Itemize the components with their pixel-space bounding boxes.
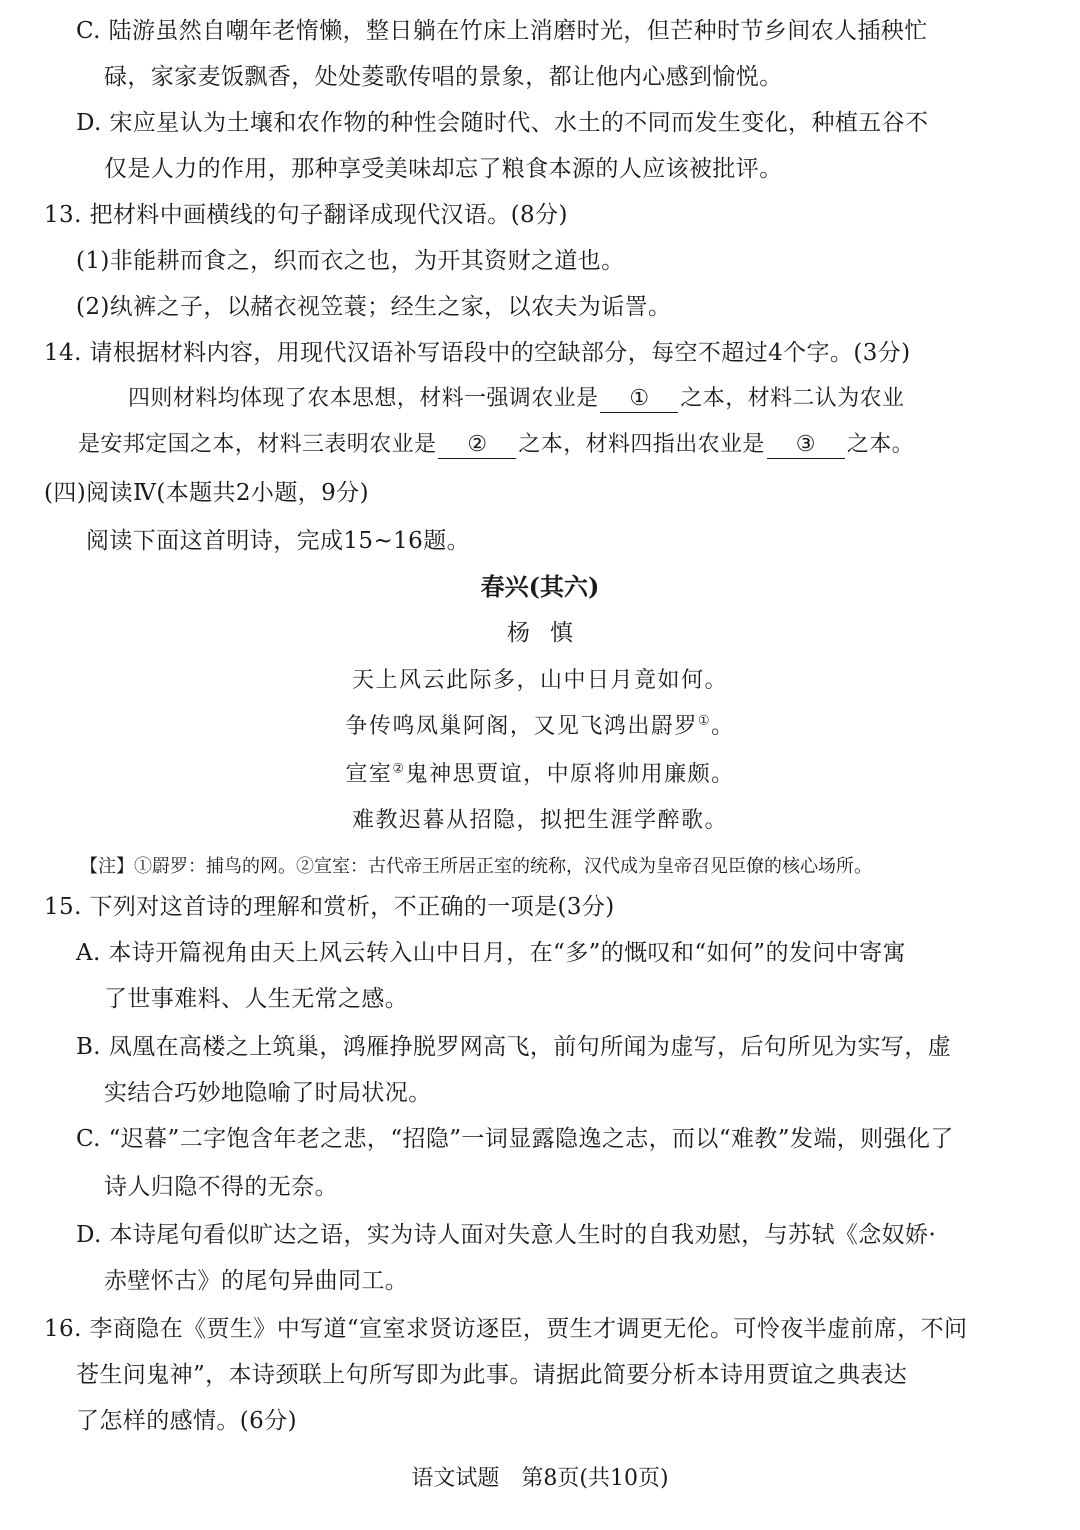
poem-line-3-text: 鬼神思贾谊，中原将帅用廉颇。 [405, 762, 735, 787]
q15-option-c-line1: C. “迟暮”二字饱含年老之悲，“招隐”一词显露隐逸之志，而以“难教”发端，则强化了 [76, 1126, 954, 1152]
q15-option-b-line1: B. 凤凰在高楼之上筑巢，鸿雁挣脱罗网高飞，前句所闻为虚写，后句所见为实写，虚 [76, 1034, 952, 1060]
q16-line2: 苍生问鬼神”，本诗颈联上句所写即为此事。请据此简要分析本诗用贾谊之典表达 [76, 1362, 908, 1388]
q15-option-a-line2: 了世事难料、人生无常之感。 [104, 986, 409, 1012]
q14-stem: 14. 请根据材料内容，用现代汉语补写语段中的空缺部分，每空不超过4个字。(3分) [44, 340, 911, 366]
q13-sentence-1: (1)非能耕而食之，织而衣之也，为开其资财之道也。 [76, 248, 625, 274]
q14-text-a: 四则材料均体现了农本思想，材料一强调农业是 [128, 386, 599, 411]
q15-option-a-line1: A. 本诗开篇视角由天上风云转入山中日月，在“多”的慨叹和“如何”的发问中寄寓 [76, 940, 906, 966]
poem-title: 春兴(其六) [480, 572, 600, 601]
q14-blank-2: ② [438, 432, 516, 459]
q15-option-d-line2: 赤壁怀古》的尾句异曲同工。 [104, 1268, 409, 1294]
q16-line1: 16. 李商隐在《贾生》中写道“宣室求贤访逐臣，贾生才调更无伦。可怜夜半虚前席，不问 [44, 1316, 968, 1342]
q12-option-d-line2: 仅是人力的作用，那种享受美味却忘了粮食本源的人应该被批评。 [104, 156, 783, 182]
q12-option-c-line1: C. 陆游虽然自嘲年老惰懒，整日躺在竹床上消磨时光，但芒种时节乡间农人插秧忙 [76, 18, 928, 44]
q14-blank-3: ③ [767, 432, 845, 459]
page-footer: 语文试题 第8页(共10页) [411, 1466, 669, 1491]
poem-line-1: 天上风云此际多，山中日月竟如何。 [351, 668, 728, 693]
q13-stem: 13. 把材料中画横线的句子翻译成现代汉语。(8分) [44, 202, 568, 228]
poem-author: 杨慎 [507, 620, 593, 646]
q14-text-d: 之本，材料四指出农业是 [518, 432, 765, 457]
section-4-heading: (四)阅读Ⅳ(本题共2小题，9分) [44, 480, 369, 506]
footnote-mark-1: ① [697, 713, 712, 729]
poem-line-2-end: 。 [711, 714, 735, 739]
q15-option-c-line2: 诗人归隐不得的无奈。 [104, 1174, 338, 1200]
q12-option-c-line2: 碌，家家麦饭飘香，处处菱歌传唱的景象，都让他内心感到愉悦。 [104, 64, 783, 90]
poem-line-2-text: 争传鸣凤巢阿阁，又见飞鸿出罻罗 [345, 714, 698, 739]
poem-note: 【注】①罻罗：捕鸟的网。②宣室：古代帝王所居正室的统称，汉代成为皇帝召见臣僚的核心场所。 [80, 856, 872, 877]
q15-stem: 15. 下列对这首诗的理解和赏析，不正确的一项是(3分) [44, 894, 615, 920]
q13-sentence-2: (2)纨裤之子，以赭衣视笠蓑；经生之家，以农夫为诟詈。 [76, 294, 672, 320]
q12-option-d-line1: D. 宋应星认为土壤和农作物的种性会随时代、水土的不同而发生变化，种植五谷不 [76, 110, 929, 136]
q15-option-b-line2: 实结合巧妙地隐喻了时局状况。 [104, 1080, 432, 1106]
poem-line-3 [0, 760, 1080, 790]
poem-line-2 [0, 712, 1080, 742]
q15-option-d-line1: D. 本诗尾句看似旷达之语，实为诗人面对失意人生时的自我劝慰，与苏轼《念奴娇· [76, 1222, 937, 1248]
footnote-mark-2: ② [392, 761, 406, 777]
q14-paragraph-line2 [78, 430, 914, 460]
q14-blank-1: ① [600, 386, 678, 413]
poem-line-4: 难教迟暮从招隐，拟把生涯学醉歌。 [351, 808, 728, 833]
poem-line-3-start: 宣室 [345, 762, 393, 787]
q14-text-b: 之本，材料二认为农业 [680, 386, 905, 411]
q14-paragraph-line1 [128, 384, 904, 414]
section-4-intro: 阅读下面这首明诗，完成15~16题。 [86, 528, 471, 554]
q16-line3: 了怎样的感情。(6分) [76, 1408, 297, 1434]
q14-text-c: 是安邦定国之本，材料三表明农业是 [78, 432, 437, 457]
q14-text-e: 之本。 [846, 432, 915, 457]
